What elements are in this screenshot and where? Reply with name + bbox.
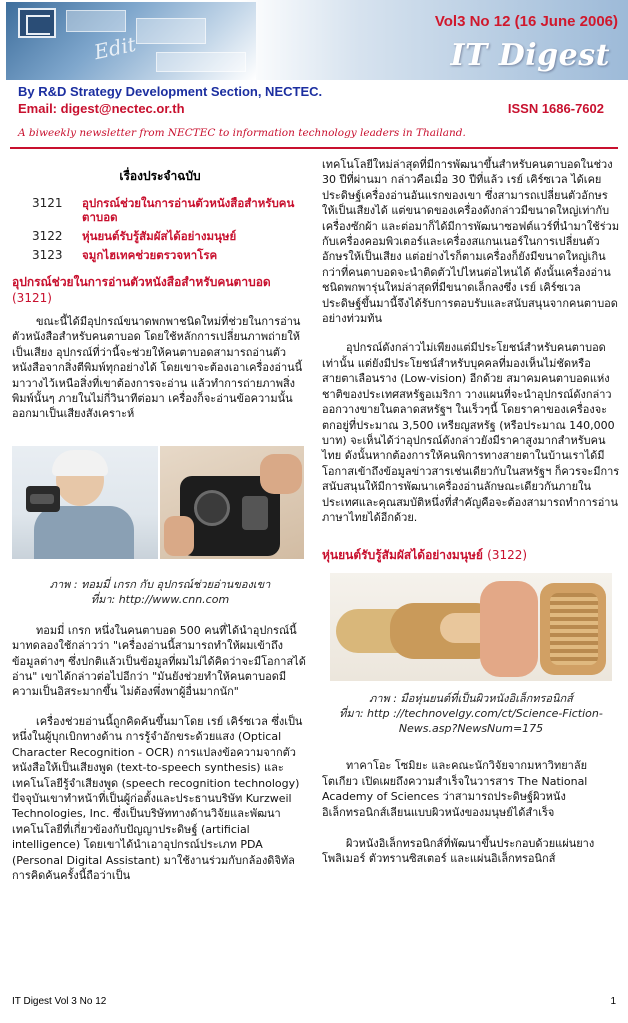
article-paragraph: เครื่องช่วยอ่านนี้ถูกคิดค้นขึ้นมาโดย เรย์ เคิร์ซเวล ซึ่งเป็นหนึ่งในผู้บุกเบิกทางด้าน การรู้จำอักขระด้วยแสง (Optical Character Recognition - OCR) การแปลงข้อความจากตัวหนังสือให้เป็นเสียงพูด (text-to-speech synthesis) และเทคโนโลยีรู้จำเสียงพูด (speech recognition technology) ปัจจุบันเขาทำหน้าที่เป็นผู้ก่อตั้งและประธานบริษัท Kurzweil Technologies, Inc. ซึ่งเป็นบริษัททางด้านวิจัยและพัฒนาเทคโนโลยีที่เกี่ยวข้องกับปัญญาประดิษฐ์ (artificial intelligence) โดยเขาได้นำเอาอุปกรณ์ประเภท PDA (Personal Digital Assistant) มาใช้งานร่วมกับกล้องดิจิทัล การคิดค้นครั้งนี้ถือว่าเป็น — [12, 714, 303, 882]
contents-item-title[interactable]: หุ่นยนต์รับรู้สัมผัสได้อย่างมนุษย์ — [82, 229, 237, 243]
article-title — [12, 274, 308, 306]
tagline: A biweekly newsletter from NECTEC to information technology leaders in Thailand. — [18, 127, 466, 139]
contents-item-number: 3121 — [32, 196, 63, 210]
masthead-artwork — [6, 2, 256, 80]
article-paragraph: ทอมมี่ เกรก หนึ่งในคนตาบอด 500 คนที่ได้นำอุปกรณ์นี้มาทดลองใช้กล่าวว่า "เครื่องอ่านนี้สามารถทำให้ผมเข้าถึงข้อมูลต่างๆ ซึ่งปกติแล้วเป็นข้อมูลที่ผมไม่ได้คิดว่าจะมีโอกาสได้อ่าน" เขาได้กล่าวต่อไปอีกว่า "มันยังช่วยทำให้คนตาบอดมีความเป็นอิสระมากขึ้น ไม่ต้องพึ่งพาผู้อื่นมากนัก" — [12, 623, 306, 699]
footer-issue: IT Digest Vol 3 No 12 — [12, 996, 107, 1007]
caption-text: ภาพ : ทอมมี่ เกรก กับ อุปกรณ์ช่วยอ่านของเขา — [49, 577, 271, 591]
article-code: (3122) — [487, 548, 528, 563]
newsletter-title: IT Digest — [450, 38, 610, 73]
photo-caption — [12, 577, 308, 607]
contents-item-title[interactable]: อุปกรณ์ช่วยในการอ่านตัวหนังสือสำหรับคนตาบอด — [82, 196, 295, 224]
masthead — [0, 0, 628, 122]
nectec-logo — [18, 8, 56, 38]
article-paragraph: ขณะนี้ได้มีอุปกรณ์ขนาดพกพาชนิดใหม่ที่ช่วยในการอ่านตัวหนังสือสำหรับคนตาบอด โดยใช้หลักการเปลี่ยนภาพถ่ายให้เป็นเสียง อุปกรณ์ที่ว่านี้จะช่วยให้คนตาบอดสามารถอ่านตัวหนังสือจากสิ่งตีพิมพ์ทุกอย่างได้ โดยเขาจะต้องเอาเครื่องอ่านนี้มาวางไว้เหนือสิ่งที่เขาต้องการจะอ่าน แล้วทำการถ่ายภาพสิ่งพิมพ์นั้นๆ ภายในไม่กี่วินาทีต่อมา เครื่องก็จะอ่านข้อความนั้นออกมาเป็นเสียงสังเคราะห์ — [12, 315, 303, 421]
hand-held-reader-photo — [160, 446, 304, 559]
article-title — [322, 547, 620, 563]
article-paragraph: เทคโนโลยีใหม่ล่าสุดที่มีการพัฒนาขึ้นสำหรับคนตาบอดในช่วง 30 ปีที่ผ่านมา กล่าวคือเมื่อ 30 ปีที่แล้ว เรย์ เคิร์ซเวล ได้เคยประดิษฐ์เครื่องอ่านอันแรกของเขา ซึ่งสามารถเปลี่ยนตัวอักษรให้เป็นเสียงได้ แต่ขนาดของเครื่องดังกล่าวมีขนาดใหญ่เท่ากับเครื่องซักผ้า และต่อมาก็ได้มีการพัฒนาซอฟต์แวร์ที่นำมาใช้ร่วมกับเครื่องคอมพิวเตอร์และเครื่องสแกนเนอร์ในการเปลี่ยนตัวอักษรให้เป็นเสียง แต่อย่างไรก็ตามเครื่องก็ยังมีขนาดใหญ่เกินกว่าที่คนตาบอดจะนำติดตัวไปไหนต่อไหนได้ ดังนั้นเครื่องอ่านชนิดพกพารุ่นใหม่ล่าสุดที่มีขนาดเล็กลงซึ่ง เรย์ เคิร์ซเวล ประดิษฐ์ขึ้นมานี้จึงได้รับการตอบรับและสนับสนุนจากคนตาบอดอย่างท่วมท้น — [322, 158, 620, 326]
contents-item-title[interactable]: จมูกไฮเทคช่วยตรวจหาโรค — [82, 248, 218, 262]
article-photo — [12, 446, 308, 559]
contents-item-number: 3122 — [32, 229, 63, 243]
issue-info: Vol3 No 12 (16 June 2006) — [434, 13, 618, 30]
photo-caption — [322, 691, 620, 736]
caption-source: ที่มา: http://www.cnn.com — [90, 592, 230, 606]
left-column — [12, 155, 308, 883]
article-paragraph: ผิวหนังอิเล็กทรอนิกส์ที่พัฒนาขึ้นประกอบด้วยแผ่นยางโพลิเมอร์ ตัวทรานซิสเตอร์ และแผ่นอิเล็กทรอนิกส์ — [322, 836, 595, 866]
issn-number: ISSN 1686-7602 — [507, 101, 604, 116]
article-title-text: อุปกรณ์ช่วยในการอ่านตัวหนังสือสำหรับคนตาบอด — [12, 275, 271, 289]
article-paragraph: อุปกรณ์ดังกล่าวไม่เพียงแต่มีประโยชน์สำหรับคนตาบอดเท่านั้น แต่ยังมีประโยชน์สำหรับบุคคลที่มองเห็นไม่ชัดหรือสายตาเลือนราง (Low-vision) อีกด้วย สมาคมคนตาบอดแห่งชาติของประเทศสหรัฐอเมริกา วางแผนที่จะนำอุปกรณ์ดังกล่าวออกวางขายในตลาดสหรัฐฯ ในเร็วๆนี้ โดยราคาของเครื่องจะตกอยู่ที่ประมาณ 3,500 เหรียญสหรัฐ (หรือประมาณ 140,000 บาท) จะเห็นได้ว่าอุปกรณ์ดังกล่าวยังมีราคาสูงมากสำหรับคนไทย ดังนั้นหากต้องการให้คนพิการทางสายตาในบ้านเราได้มีโอกาสเข้าถึงข้อมูลข่าวสารเช่นเดียวกับในสหรัฐฯ ก็ควรจะมีการสนับสนุนให้มีการพัฒนาเครื่องอ่านลักษณะเดียวกันภายในประเทศและคุณสมบัติหนึ่งที่สำคัญคือจะต้องสามารถทำการอ่านภาษาไทยได้อีกด้วย. — [322, 341, 620, 524]
page-number: 1 — [610, 996, 616, 1007]
right-column — [322, 155, 620, 867]
robot-hand-photo — [330, 573, 612, 681]
caption-source: ที่มา: http ://technovelgy.com/ct/Science-Fiction-News.asp?NewsNum=175 — [339, 707, 603, 736]
man-with-reader-photo — [12, 446, 158, 559]
article-paragraph: ทาคาโอะ โซมิยะ และคณะนักวิจัยจากมหาวิทยาลัยโตเกียว เปิดเผยถึงความสำเร็จในวารสาร The National Academy of Sciences ว่าสามารถประดิษฐ์ผิวหนังอิเล็กทรอนิกส์เลียนแบบผิวหนังของมนุษย์ได้สำเร็จ — [322, 759, 588, 819]
contents-item — [12, 196, 308, 224]
caption-text: ภาพ : มือหุ่นยนต์ที่เป็นผิวหนังอิเล็กทรอนิกส์ — [369, 692, 573, 706]
contents-item — [12, 229, 308, 243]
table-of-contents — [12, 167, 308, 262]
publisher-line: By R&D Strategy Development Section, NECTEC. — [18, 84, 323, 99]
contents-item — [12, 248, 308, 262]
contents-heading: เรื่องประจำฉบับ — [119, 169, 201, 183]
article-title-text: หุ่นยนต์รับรู้สัมผัสได้อย่างมนุษย์ — [322, 548, 483, 563]
contents-item-number: 3123 — [32, 248, 63, 262]
edit-key-graphic: Edit — [91, 31, 138, 65]
header-divider — [10, 147, 618, 149]
contact-email: Email: digest@nectec.or.th — [18, 101, 185, 116]
article-code: (3121) — [12, 291, 52, 305]
